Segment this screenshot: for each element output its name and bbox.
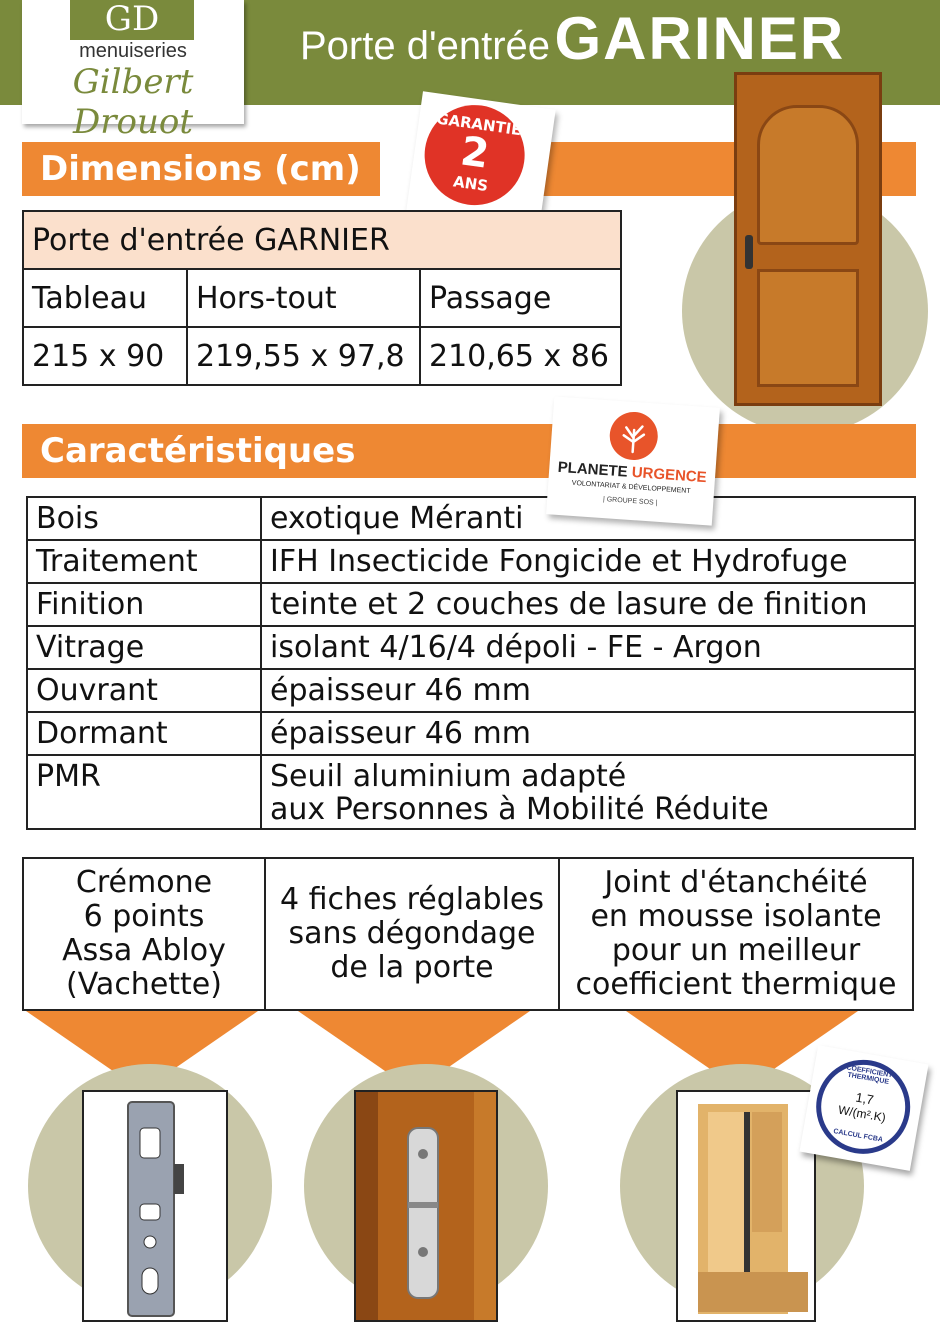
table-row [27,669,915,712]
row-value: épaisseur 46 mm [261,712,915,755]
characteristics-section-title: Caractéristiques [40,431,356,471]
door-panel-top [757,105,859,245]
profile-photo [676,1090,816,1322]
feature-line: coefficient thermique [575,967,897,1002]
feature-line: pour un meilleur [611,933,861,968]
logo-initials: GD [70,0,194,40]
row-value-multiline [261,755,915,829]
row-value: exotique Méranti [261,497,915,540]
row-label: Finition [27,583,261,626]
value-hors-tout: 219,55 x 97,8 [187,327,420,385]
feature-line: Joint d'étanchéité [604,865,868,900]
coefficient-seal-icon [809,1052,918,1161]
table-row [23,269,621,327]
planete-sub: | GROUPE SOS | [602,496,658,507]
row-value: épaisseur 46 mm [261,669,915,712]
header-passage: Passage [420,269,621,327]
table-row [27,712,915,755]
table-row [27,755,915,829]
warranty-word: GARANTIE [435,109,523,140]
brand-logo [22,0,244,142]
row-value: teinte et 2 couches de lasure de finition [261,583,915,626]
value-tableau: 215 x 90 [23,327,187,385]
row-value: isolant 4/16/4 dépoli - FE - Argon [261,626,915,669]
planete-urgence-badge [546,396,720,525]
row-label: Ouvrant [27,669,261,712]
coefficient-foot: CALCUL FCBA [832,1128,884,1144]
hinge-icon [356,1092,496,1320]
warranty-badge [406,91,555,228]
value-passage: 210,65 x 86 [420,327,621,385]
feature-line: 6 points [83,899,205,934]
row-label: Bois [27,497,261,540]
table-row [27,583,915,626]
coefficient-unit: W/(m².K) [837,1102,887,1125]
header-hors-tout: Hors-tout [187,269,420,327]
pmr-line-2: aux Personnes à Mobilité Réduite [270,792,769,827]
table-row [23,858,913,1010]
row-label: Vitrage [27,626,261,669]
feature-line: sans dégondage [288,916,536,951]
lock-photo [82,1090,228,1322]
lock-icon [84,1092,226,1320]
row-label: PMR [27,755,261,829]
feature-line: Crémone [75,865,213,900]
feature-line: 4 fiches réglables [279,882,544,917]
coefficient-value: 1,7 [854,1089,875,1108]
warranty-years: 2 [457,128,492,178]
feature-cremone [23,858,265,1010]
logo-signature: Gilbert Drouot [72,62,194,142]
row-value: IFH Insecticide Fongicide et Hydrofuge [261,540,915,583]
tree-icon [608,410,659,461]
feature-joint [559,858,913,1010]
table-row [27,497,915,540]
hinge-photo [354,1090,498,1322]
feature-fiches [265,858,559,1010]
table-row [27,626,915,669]
feature-line: (Vachette) [66,967,222,1002]
dimensions-table-title: Porte d'entrée GARNIER [23,211,621,269]
frame-section-icon [678,1092,814,1320]
row-label: Traitement [27,540,261,583]
table-row [27,540,915,583]
thermal-coefficient-badge [799,1045,928,1171]
table-row [23,211,621,269]
logo-tagline: menuiseries [79,40,187,62]
characteristics-table [26,496,916,830]
planete-tagline: VOLONTARIAT & DÉVELOPPEMENT [571,479,691,496]
planete-name-part1: PLANETE [557,458,629,481]
door-handle-icon [745,235,753,269]
door-image [734,72,882,406]
door-panel-bottom [757,269,859,387]
dimensions-table [22,210,622,386]
features-table [22,857,914,1011]
pmr-line-1: Seuil aluminium adapté [270,759,627,794]
coefficient-head: COEFFICIENT THERMIQUE [845,1064,893,1086]
feature-line: de la porte [330,950,494,985]
feature-line: Assa Abloy [62,933,226,968]
warranty-seal-icon [418,99,531,212]
feature-line: en mousse isolante [590,899,882,934]
warranty-unit: ANS [452,172,490,196]
title-prefix: Porte d'entrée [300,24,551,68]
planete-name-part2: URGENCE [631,463,708,487]
table-row [23,327,621,385]
header-tableau: Tableau [23,269,187,327]
dimensions-section-title: Dimensions (cm) [40,149,361,189]
title-product-name: GARINER [554,5,846,72]
row-label: Dormant [27,712,261,755]
